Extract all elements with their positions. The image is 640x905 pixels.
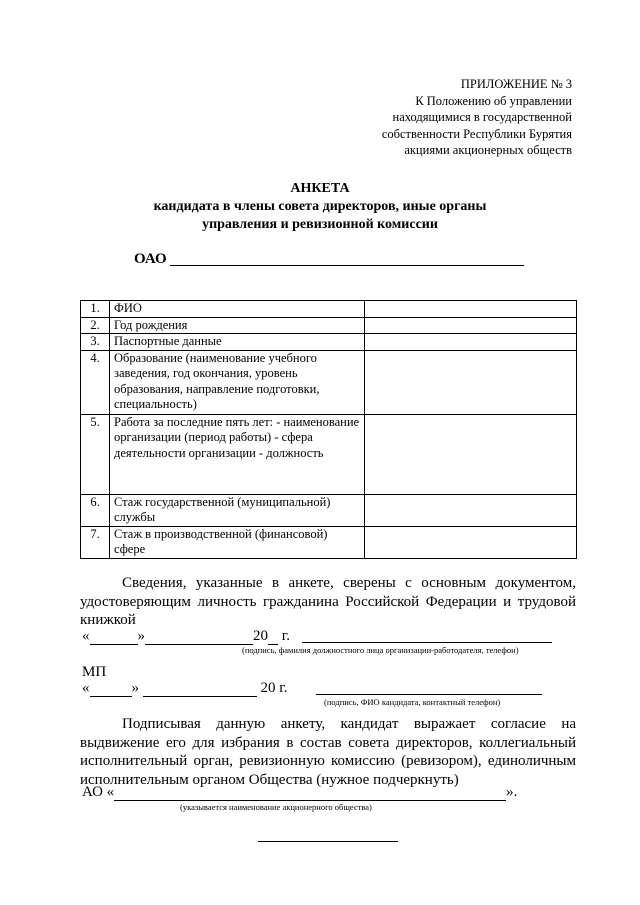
- annex-header: [272, 76, 572, 159]
- day-field[interactable]: [90, 682, 132, 697]
- annex-line: ПРИЛОЖЕНИЕ № 3: [460, 77, 572, 91]
- ao-caption: (указывается наименование акционерного общества): [180, 802, 372, 812]
- month-field[interactable]: [143, 682, 257, 697]
- table-row: [81, 317, 577, 334]
- open-quote: «: [82, 628, 90, 644]
- employer-signature-line[interactable]: [302, 642, 552, 643]
- ao-name-field[interactable]: [114, 786, 506, 801]
- day-field[interactable]: [90, 630, 138, 645]
- date-row-employer: [82, 628, 290, 645]
- verification-text: Сведения, указанные в анкете, сверены с основным документом, удостоверяющим личность гражданина Российской Федерации и трудовой книжкой: [80, 575, 576, 628]
- close-quote: »: [131, 680, 139, 696]
- row-label: Стаж государственной (муниципальной) службы: [110, 494, 365, 526]
- annex-line: находящимися в государственной: [392, 110, 572, 124]
- open-quote: «: [82, 680, 90, 696]
- candidate-signature-caption: (подпись, ФИО кандидата, контактный телефон): [324, 697, 501, 707]
- row-number: 5.: [81, 414, 110, 494]
- row-label: Год рождения: [110, 317, 365, 334]
- row-label: ФИО: [110, 301, 365, 318]
- table-row: [81, 494, 577, 526]
- footer-signature-line[interactable]: [258, 841, 398, 842]
- row-value-cell[interactable]: [365, 334, 577, 351]
- year-field[interactable]: [268, 630, 278, 645]
- row-number: 7.: [81, 526, 110, 558]
- row-value-cell[interactable]: [365, 317, 577, 334]
- row-label: Работа за последние пять лет: - наименование организации (период работы) - сфера деятельности организации - должность: [110, 414, 365, 494]
- candidate-signature-line[interactable]: [316, 694, 542, 695]
- stamp-place-label: МП: [82, 664, 107, 680]
- title-line-2: кандидата в члены совета директоров, иные органы: [153, 199, 487, 214]
- verification-paragraph: [80, 574, 576, 630]
- table-row: [81, 334, 577, 351]
- row-number: 4.: [81, 350, 110, 414]
- row-number: 1.: [81, 301, 110, 318]
- questionnaire-table: [80, 300, 577, 559]
- employer-signature-caption: (подпись, фамилия должностного лица организации-работодателя, телефон): [242, 645, 519, 655]
- document-title: [0, 180, 640, 234]
- row-number: 2.: [81, 317, 110, 334]
- row-value-cell[interactable]: [365, 350, 577, 414]
- table-row: [81, 414, 577, 494]
- year-suffix: г.: [281, 628, 290, 644]
- row-value-cell[interactable]: [365, 414, 577, 494]
- title-line-3: управления и ревизионной комиссии: [202, 217, 438, 232]
- oao-label: ОАО: [134, 251, 167, 267]
- row-value-cell[interactable]: [365, 301, 577, 318]
- table-row: [81, 526, 577, 558]
- year-suffix: г.: [279, 680, 288, 696]
- row-value-cell[interactable]: [365, 494, 577, 526]
- year-prefix: 20: [253, 628, 268, 644]
- consent-text: Подписывая данную анкету, кандидат выражает согласие на выдвижение его для избрания в состав совета директоров, коллегиальный исполнительный орган, ревизионную комиссию (ревизором), единоличным исполнительным органом Общества (нужное подчеркнуть): [80, 716, 576, 788]
- row-number: 6.: [81, 494, 110, 526]
- date-row-candidate: [82, 680, 287, 697]
- row-label: Образование (наименование учебного заведения, год окончания, уровень образования, направление подготовки, специальность): [110, 350, 365, 414]
- row-label: Паспортные данные: [110, 334, 365, 351]
- annex-line: собственности Республики Бурятия: [381, 126, 572, 141]
- title-line-1: АНКЕТА: [290, 181, 350, 196]
- annex-line: акциями акционерных обществ: [404, 143, 572, 157]
- close-quote: »: [137, 628, 145, 644]
- ao-row: [82, 784, 517, 801]
- row-number: 3.: [81, 334, 110, 351]
- table-row: [81, 350, 577, 414]
- row-value-cell[interactable]: [365, 526, 577, 558]
- month-field[interactable]: [145, 630, 253, 645]
- consent-paragraph: [80, 715, 576, 789]
- year-prefix: 20: [260, 680, 276, 696]
- oao-input-line[interactable]: [170, 265, 524, 266]
- annex-line: К Положению об управлении: [415, 93, 572, 108]
- row-label: Стаж в производственной (финансовой) сфере: [110, 526, 365, 558]
- table-row: [81, 301, 577, 318]
- ao-suffix: ».: [506, 784, 518, 800]
- ao-prefix: АО «: [82, 784, 115, 800]
